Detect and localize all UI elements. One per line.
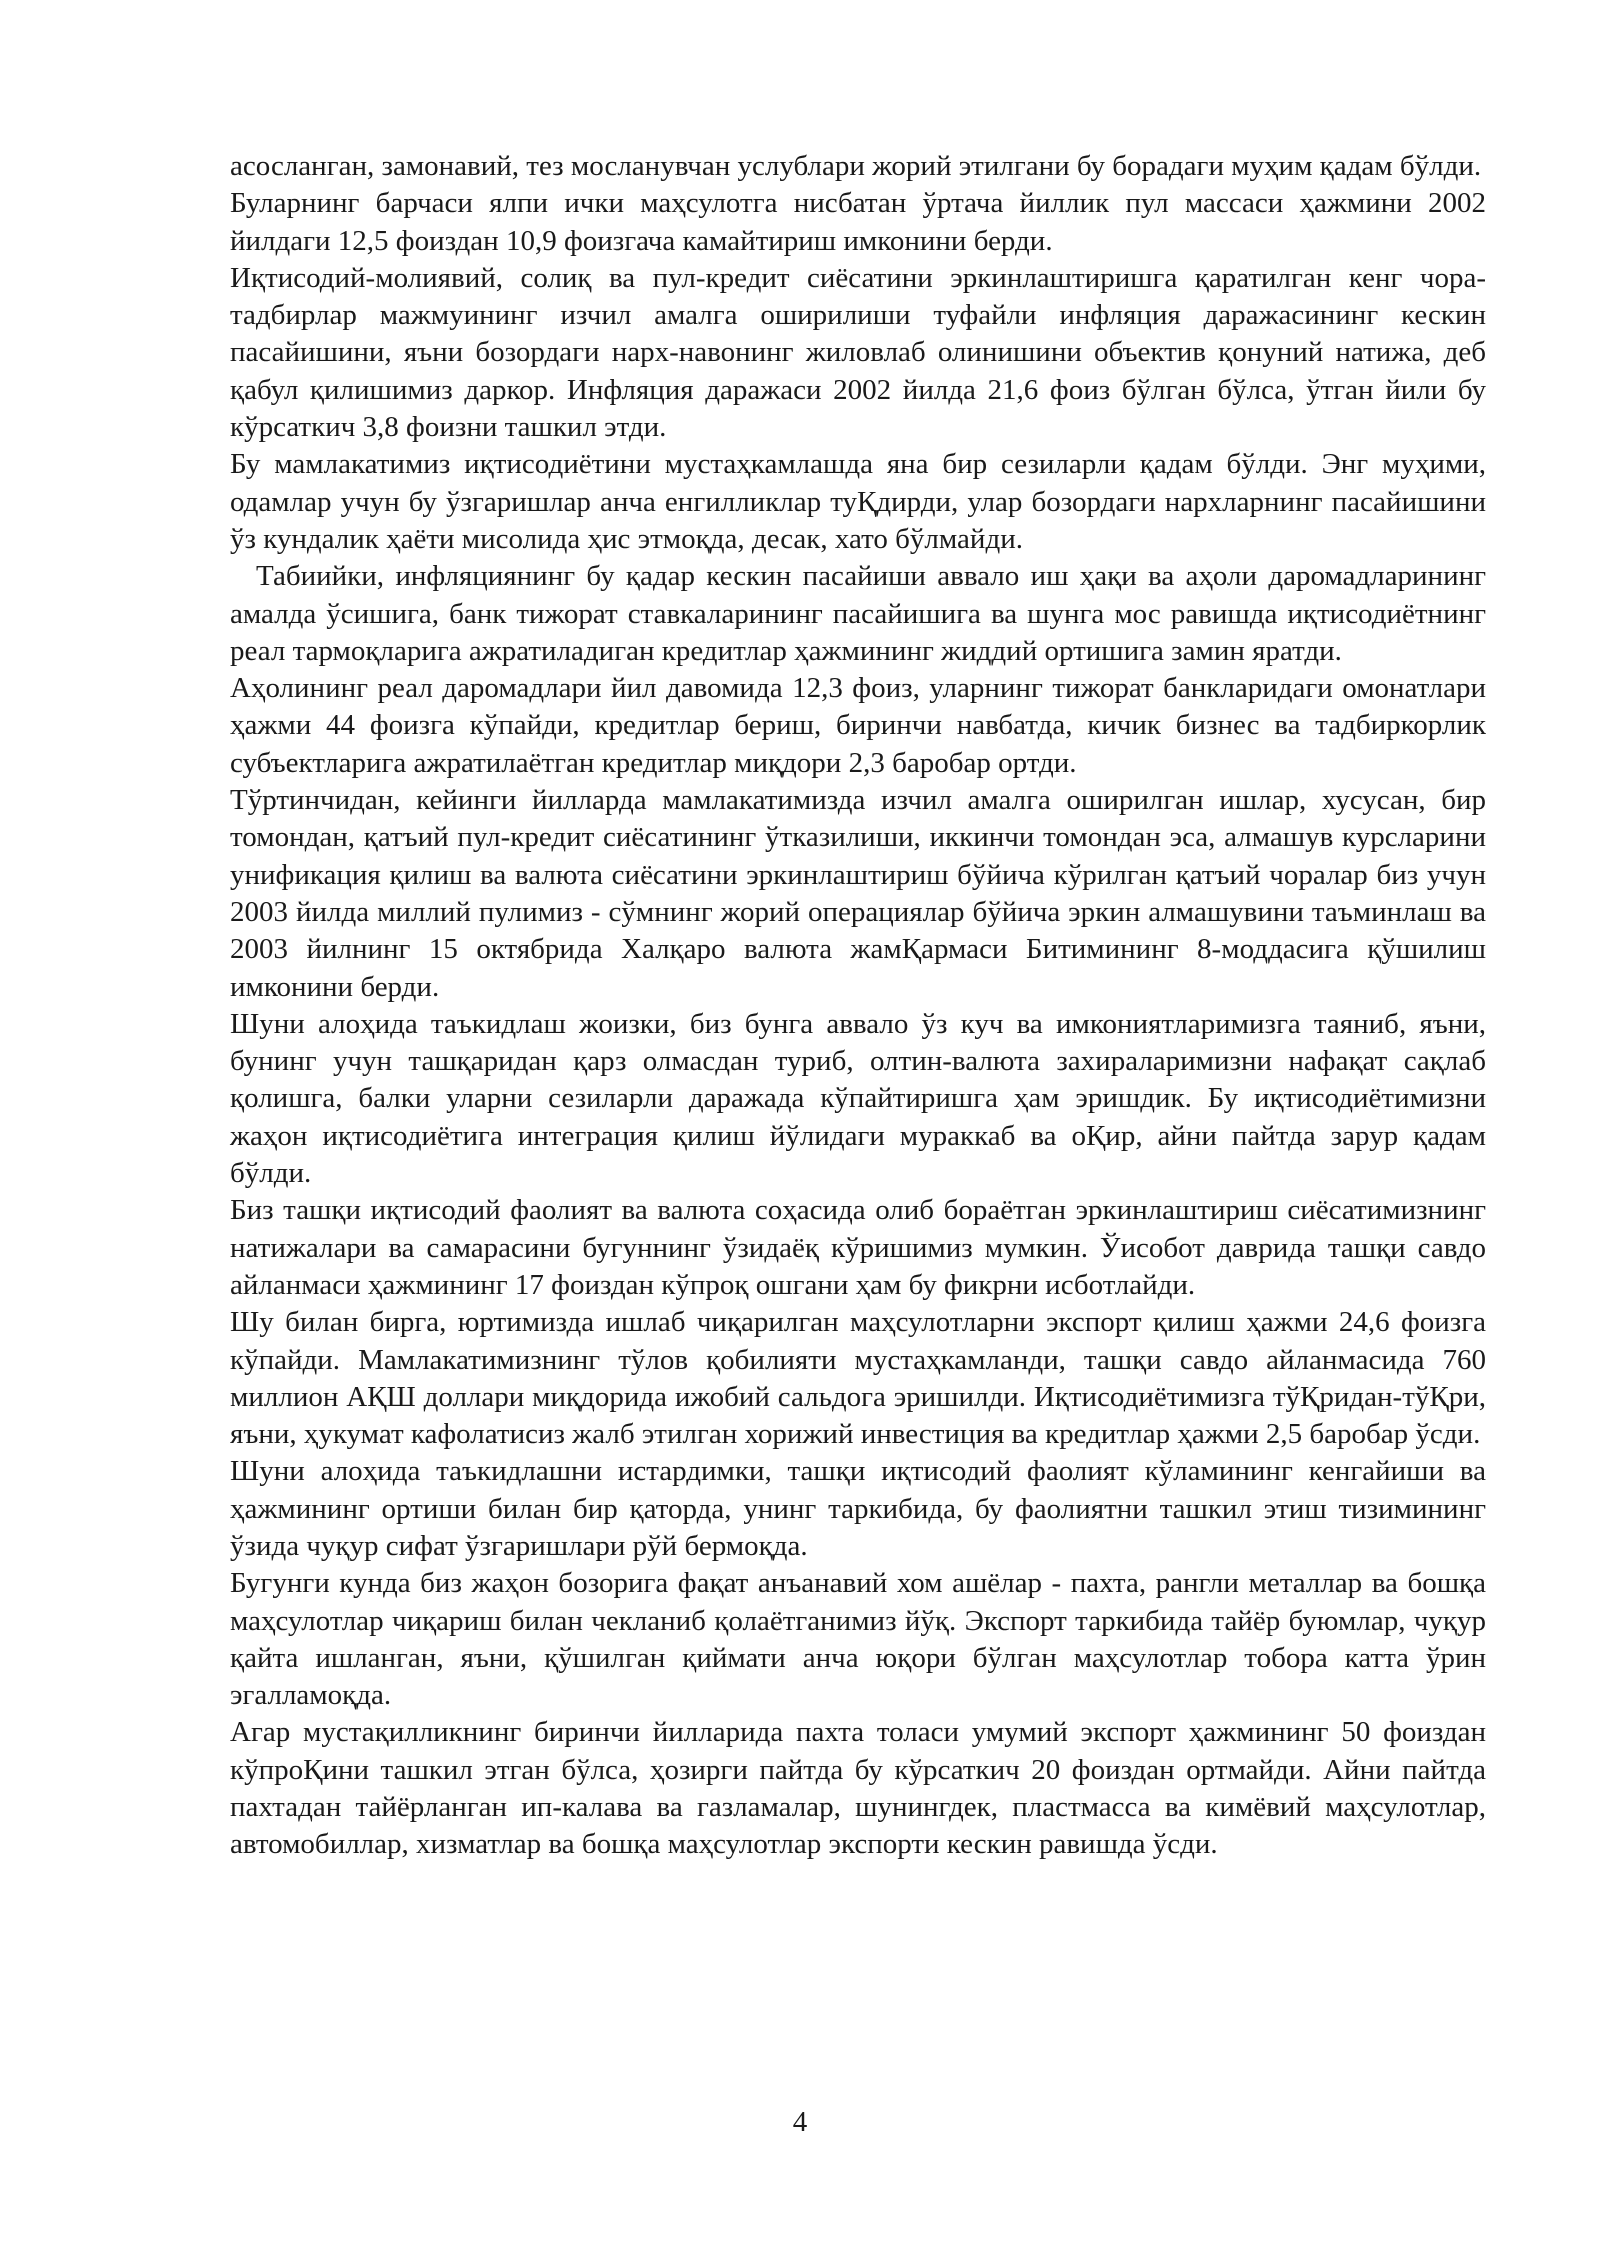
paragraph-10: Шу билан бирга, юртимизда ишлаб чиқарилган маҳсулотларни экспорт қилиш ҳажми 24,6 фоизга кўпайди. Мамлакатимизнинг тўлов қобилияти мустаҳкамланди, ташқи савдо айланмасида 760 миллион АҚШ доллари миқдорида ижобий сальдога эришилди. Иқтисодиётимизга тўҚридан-тўҚри, яъни, ҳукумат кафолатисиз жалб этилган хорижий инвестиция ва кредитлар ҳажми 2,5 баробар ўсди.: [230, 1306, 1486, 1451]
paragraph-13: Агар мустақилликнинг биринчи йилларида пахта толаси умумий экспорт ҳажмининг 50 фоиздан кўпроҚини ташкил этган бўлса, ҳозирги пайтда бу кўрсаткич 20 фоиздан ортмайди. Айни пайтда пахтадан тайёрланган ип-калава ва газламалар, шунингдек, пластмасса ва кимёвий маҳсулотлар, автомобиллар, хизматлар ва бошқа маҳсулотлар экспорти кескин равишда ўсди.: [230, 1716, 1486, 1861]
paragraph-11: Шуни алоҳида таъкидлашни истардимки, ташқи иқтисодий фаолият кўламининг кенгайиши ва ҳажмининг ортиши билан бир қаторда, унинг таркибида, бу фаолиятни ташкил этиш тизимининг ўзида чуқур сифат ўзгаришлари рўй бермоқда.: [230, 1455, 1486, 1562]
paragraph-6: Аҳолининг реал даромадлари йил давомида 12,3 фоиз, уларнинг тижорат банкларидаги омонатлари ҳажми 44 фоизга кўпайди, кредитлар бериш, биринчи навбатда, кичик бизнес ва тадбиркорлик субъектларига ажратилаётган кредитлар миқдори 2,3 баробар ортди.: [230, 672, 1486, 779]
paragraph-7: Тўртинчидан, кейинги йилларда мамлакатимизда изчил амалга оширилган ишлар, хусусан, бир томондан, қатъий пул-кредит сиёсатининг ўтказилиши, иккинчи томондан эса, алмашув курсларини унификация қилиш ва валюта сиёсатини эркинлаштириш бўйича кўрилган қатъий чоралар биз учун 2003 йилда миллий пулимиз - сўмнинг жорий операциялар бўйича эркин алмашувини таъминлаш ва 2003 йилнинг 15 октябрида Халқаро валюта жамҚармаси Битимининг 8-моддасига қўшилиш имконини берди.: [230, 784, 1486, 1003]
paragraph-8: Шуни алоҳида таъкидлаш жоизки, биз бунга аввало ўз куч ва имкониятларимизга таяниб, яъни, бунинг учун ташқаридан қарз олмасдан туриб, олтин-валюта захираларимизни нафақат сақлаб қолишга, балки уларни сезиларли даражада кўпайтиришга ҳам эришдик. Бу иқтисодиётимизни жаҳон иқтисодиётига интеграция қилиш йўлидаги мураккаб ва оҚир, айни пайтда зарур қадам бўлди.: [230, 1007, 1486, 1190]
paragraph-4: Бу мамлакатимиз иқтисодиётини мустаҳкамлашда яна бир сезиларли қадам бўлди. Энг муҳими, одамлар учун бу ўзгаришлар анча енгилликлар туҚдирди, улар бозордаги нархларнинг пасайишини ўз кундалик ҳаёти мисолида ҳис этмоқда, десак, хато бўлмайди.: [230, 448, 1486, 555]
paragraph-2: Буларнинг барчаси ялпи ички маҳсулотга нисбатан ўртача йиллик пул массаси ҳажмини 2002 йилдаги 12,5 фоиздан 10,9 фоизгача камайтириш имконини берди.: [230, 187, 1486, 257]
paragraph-12: Бугунги кунда биз жаҳон бозорига фақат анъанавий хом ашёлар - пахта, рангли металлар ва бошқа маҳсулотлар чиқариш билан чекланиб қолаётганимиз йўқ. Экспорт таркибида тайёр буюмлар, чуқур қайта ишланган, яъни, қўшилган қиймати анча юқори бўлган маҳсулотлар тобора катта ўрин эгалламоқда.: [230, 1567, 1486, 1712]
paragraph-5: Табиийки, инфляциянинг бу қадар кескин пасайиши аввало иш ҳақи ва аҳоли даромадларининг амалда ўсишига, банк тижорат ставкаларининг пасайишига ва шунга мос равишда иқтисодиётнинг реал тармоқларига ажратиладиган кредитлар ҳажмининг жиддий ортишига замин яратди.: [230, 560, 1486, 667]
paragraph-3: Иқтисодий-молиявий, солиқ ва пул-кредит сиёсатини эркинлаштиришга қаратилган кенг чора-тадбирлар мажмуининг изчил амалга оширилиши туфайли инфляция даражасининг кескин пасайишини, яъни бозордаги нарх-навонинг жиловлаб олинишини объектив қонуний натижа, деб қабул қилишимиз даркор. Инфляция даражаси 2002 йилда 21,6 фоиз бўлган бўлса, ўтган йили бу кўрсаткич 3,8 фоизни ташкил этди.: [230, 261, 1486, 444]
paragraph-9: Биз ташқи иқтисодий фаолият ва валюта соҳасида олиб бораётган эркинлаштириш сиёсатимизнинг натижалари ва самарасини бугуннинг ўзидаёқ кўришимиз мумкин. Ўисобот даврида ташқи савдо айланмаси ҳажмининг 17 фоиздан кўпроқ ошгани ҳам бу фикрни исботлайди.: [230, 1194, 1486, 1301]
body-text: [230, 148, 1486, 1864]
page-number: 4: [792, 2106, 808, 2138]
paragraph-1: асосланган, замонавий, тез мосланувчан услублари жорий этилгани бу борадаги муҳим қадам бўлди.: [230, 150, 1482, 182]
